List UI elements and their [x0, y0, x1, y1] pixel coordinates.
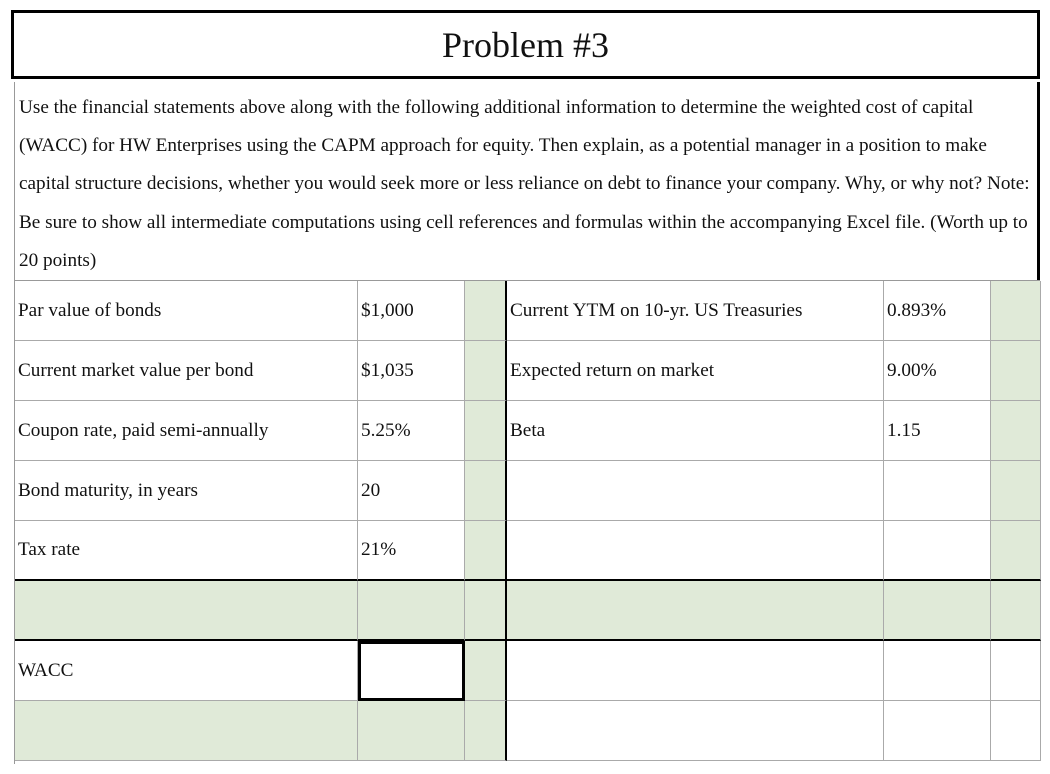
label-market-return: Expected return on market	[507, 341, 884, 401]
empty-cell[interactable]	[884, 461, 991, 521]
green-band-cell[interactable]	[15, 701, 358, 761]
spacer-cell[interactable]	[465, 521, 507, 581]
label-tax-rate: Tax rate	[15, 521, 358, 581]
green-band-cell[interactable]	[884, 581, 991, 641]
green-band-cell[interactable]	[15, 581, 358, 641]
empty-cell[interactable]	[507, 461, 884, 521]
empty-cell[interactable]	[884, 641, 991, 701]
spacer-cell-right[interactable]	[991, 281, 1041, 341]
green-band-cell[interactable]	[507, 581, 884, 641]
spacer-cell[interactable]	[465, 281, 507, 341]
value-bond-maturity[interactable]: 20	[358, 461, 465, 521]
empty-cell[interactable]	[507, 701, 884, 761]
empty-cell[interactable]	[991, 641, 1041, 701]
label-beta: Beta	[507, 401, 884, 461]
label-treasury-ytm: Current YTM on 10-yr. US Treasuries	[507, 281, 884, 341]
spacer-cell[interactable]	[465, 341, 507, 401]
value-treasury-ytm[interactable]: 0.893%	[884, 281, 991, 341]
spacer-cell-right[interactable]	[991, 401, 1041, 461]
problem-title: Problem #3	[11, 10, 1040, 79]
spacer-cell-right[interactable]	[991, 341, 1041, 401]
spacer-cell[interactable]	[465, 641, 507, 701]
spacer-cell-right[interactable]	[991, 461, 1041, 521]
value-beta[interactable]: 1.15	[884, 401, 991, 461]
green-band-cell[interactable]	[465, 701, 507, 761]
value-market-return[interactable]: 9.00%	[884, 341, 991, 401]
empty-cell[interactable]	[884, 521, 991, 581]
empty-cell[interactable]	[507, 521, 884, 581]
empty-cell[interactable]	[884, 701, 991, 761]
label-coupon-rate: Coupon rate, paid semi-annually	[15, 401, 358, 461]
input-grid	[14, 280, 1040, 764]
label-wacc: WACC	[15, 641, 358, 701]
green-band-cell[interactable]	[991, 581, 1041, 641]
value-tax-rate[interactable]: 21%	[358, 521, 465, 581]
spacer-cell-right[interactable]	[991, 521, 1041, 581]
spacer-cell[interactable]	[465, 401, 507, 461]
green-band-cell[interactable]	[358, 701, 465, 761]
label-market-value: Current market value per bond	[15, 341, 358, 401]
spacer-cell[interactable]	[465, 461, 507, 521]
empty-cell[interactable]	[507, 641, 884, 701]
green-band-cell[interactable]	[465, 581, 507, 641]
label-par-value: Par value of bonds	[15, 281, 358, 341]
wacc-result-cell[interactable]	[358, 641, 465, 701]
value-par-value[interactable]: $1,000	[358, 281, 465, 341]
instructions-text: Use the financial statements above along with the following additional information to determine the weighted cost of capital (WACC) for HW Enterprises using the CAPM approach for equity. Then explain, as a potential manager in a position to make capital structure decisions, whether you would seek more or less reliance on debt to finance your company. Why, or why not? Note: Be sure to show all intermediate computations using cell references and formulas within the accompanying Excel file. (Worth up to 20 points)	[14, 82, 1040, 280]
green-band-cell[interactable]	[358, 581, 465, 641]
value-market-value[interactable]: $1,035	[358, 341, 465, 401]
label-bond-maturity: Bond maturity, in years	[15, 461, 358, 521]
value-coupon-rate[interactable]: 5.25%	[358, 401, 465, 461]
empty-cell[interactable]	[991, 701, 1041, 761]
